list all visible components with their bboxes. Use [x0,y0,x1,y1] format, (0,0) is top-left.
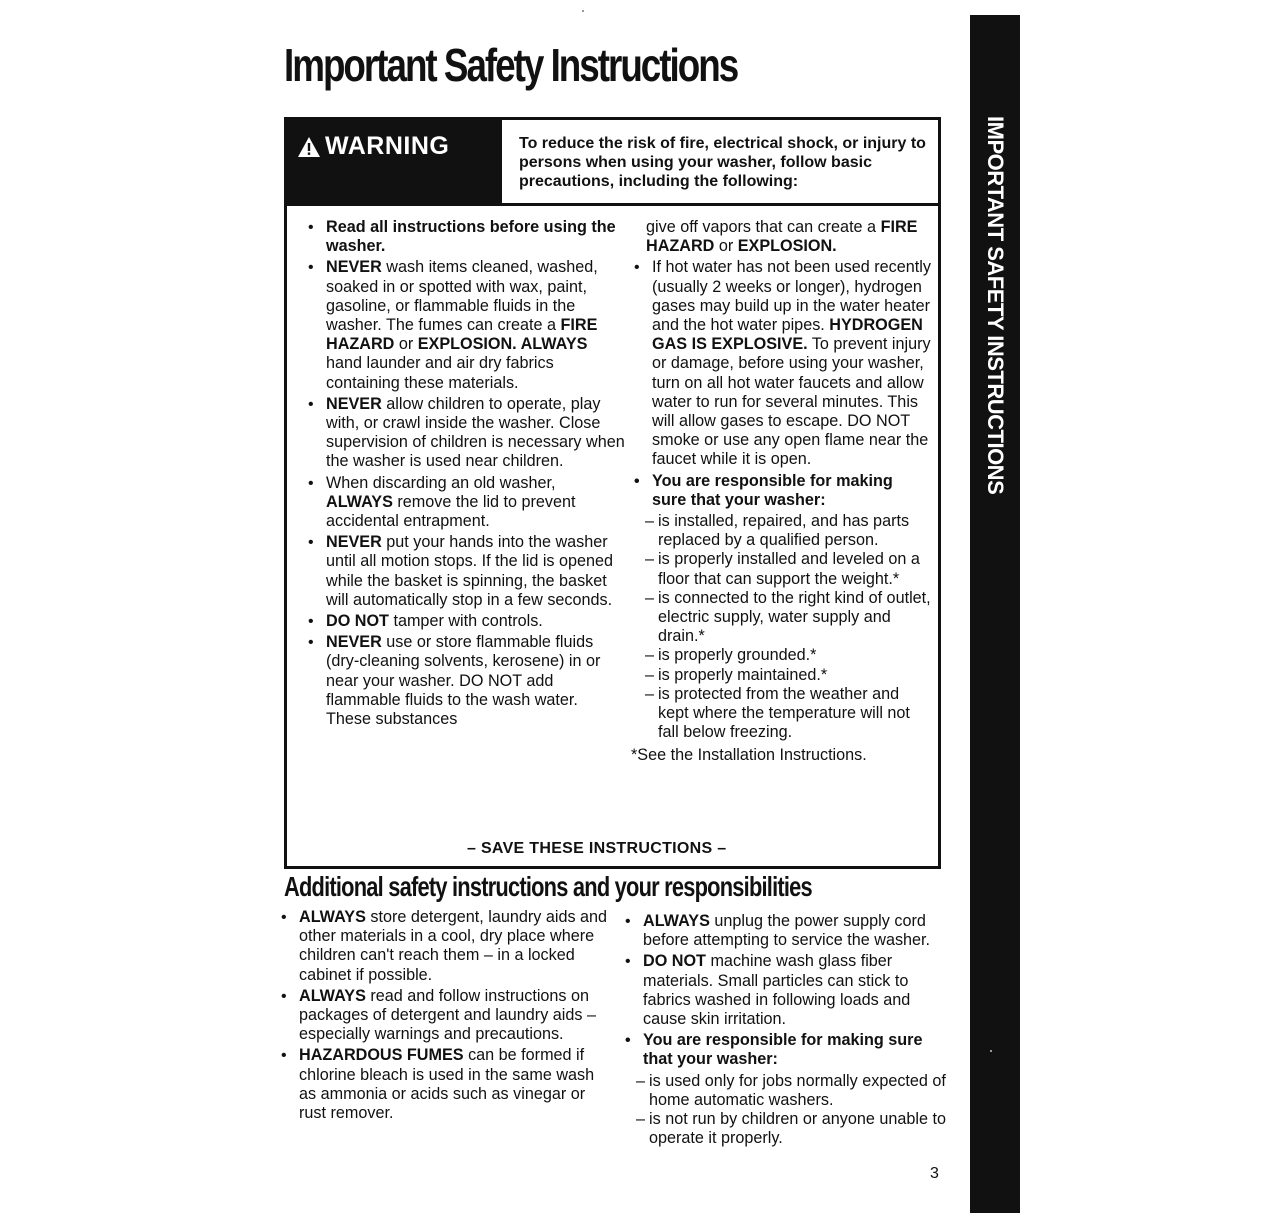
footnote: *See the Installation Instructions. [631,746,867,765]
list-item: • NEVER allow children to operate, play with, or crawl inside the washer. Close supervision of children is necessary when the washer is used near children. [305,395,625,472]
list-item: – is installed, repaired, and has parts replaced by a qualified person. [645,512,910,550]
list-item: • When discarding an old washer, ALWAYS remove the lid to prevent accidental entrapment. [305,474,625,532]
additional-right-column [622,912,952,1148]
list-item: – is used only for jobs normally expected of home automatic washers. [636,1071,946,1109]
list-item: – is properly maintained.* [645,665,828,684]
list-item: – is not run by children or anyone unable to operate it properly. [636,1110,946,1148]
warning-triangle-icon [297,136,321,158]
save-instructions-line: – SAVE THESE INSTRUCTIONS – [467,840,727,857]
list-item: • ALWAYS read and follow instructions on packages of detergent and laundry aids – especially warnings and precautions. [278,987,608,1045]
page-title: Important Safety Instructions [284,39,738,91]
list-item: – is properly grounded.* [645,646,817,665]
list-item: • Read all instructions before using the washer. [305,218,625,256]
list-item: – is connected to the right kind of outlet, electric supply, water supply and drain.* [645,588,931,646]
responsibility-heading: • You are responsible for making sure that your washer: [622,1031,952,1069]
section-heading: Additional safety instructions and your responsibilities [284,871,812,902]
list-item: • ALWAYS unplug the power supply cord before attempting to service the washer. [622,912,952,950]
warning-intro: To reduce the risk of fire, electrical shock, or injury to persons when using your washer, follow basic precautions, including the following: [519,135,926,190]
list-item: • NEVER use or store flammable fluids (dry-cleaning solvents, kerosene) in or near your washer. DO NOT add flammable fluids to the wash water. These substances [305,633,625,729]
list-item: • If hot water has not been used recently (usually 2 weeks or longer), hydrogen gases may build up in the water heater and the hot water pipes. HYDROGEN GAS IS EXPLOSIVE. To prevent injury or damage, before using your washer, turn on all hot water faucets and allow water to run for several minutes. This will allow gases to escape. DO NOT smoke or use any open flame near the faucet while it is open. [631,258,931,469]
warning-right-column [631,218,931,766]
list-item: • DO NOT tamper with controls. [305,612,625,631]
scan-speck [582,10,584,12]
warning-header [287,120,938,206]
warning-label [287,120,502,203]
side-tab-label: IMPORTANT SAFETY INSTRUCTIONS [983,116,1008,495]
list-item: • HAZARDOUS FUMES can be formed if chlorine bleach is used in the same wash as ammonia or acids such as vinegar or rust remover. [278,1046,608,1123]
list-item: – is properly installed and leveled on a floor that can support the weight.* [645,550,920,588]
list-item: • DO NOT machine wash glass fiber materials. Small particles can stick to fabrics washed in following loads and cause skin irritation. [622,952,952,1029]
warning-label-text: WARNING [325,132,450,160]
list-item: • NEVER put your hands into the washer until all motion stops. If the lid is opened while the basket is spinning, the basket will automatically stop in a few seconds. [305,533,625,610]
responsibility-heading: • You are responsible for making sure that your washer: [631,472,931,510]
list-item: – is protected from the weather and kept where the temperature will not fall below freezing. [645,684,910,742]
warning-left-column [305,218,625,731]
page-number: 3 [930,1165,939,1182]
continued-text: give off vapors that can create a FIRE HAZARD or EXPLOSION. [646,218,918,256]
additional-left-column [278,908,608,1125]
list-item: • NEVER wash items cleaned, washed, soaked in or spotted with wax, paint, gasoline, or flammable fluids in the washer. The fumes can create a FIRE HAZARD or EXPLOSION. ALWAYS hand launder and air dry fabrics containing these materials. [305,258,625,392]
list-item: • ALWAYS store detergent, laundry aids and other materials in a cool, dry place where children can't reach them – in a locked cabinet if possible. [278,908,608,985]
scan-speck [990,1050,992,1052]
